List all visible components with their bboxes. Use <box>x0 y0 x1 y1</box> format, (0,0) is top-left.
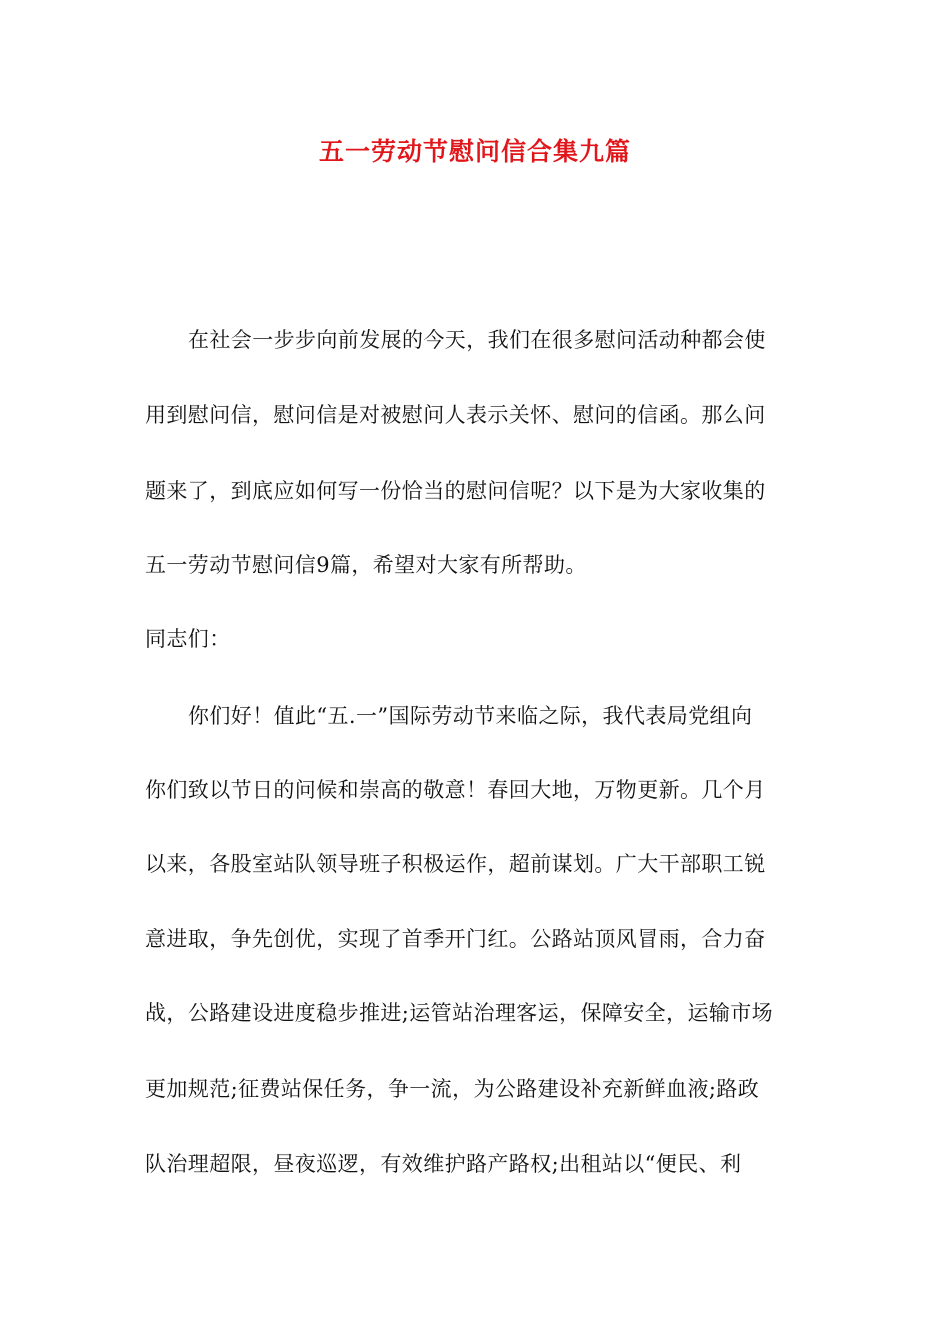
salutation: 同志们： <box>145 627 231 651</box>
letter-line-4: 意进取，争先创优，实现了首季开门红。公路站顶风冒雨，合力奋 <box>145 927 766 951</box>
letter-line-1: 你们好！值此“五.一”国际劳动节来临之际，我代表局党组向 <box>188 704 753 728</box>
document-title: 五一劳动节慰问信合集九篇 <box>318 137 631 166</box>
letter-line-7: 队治理超限，昼夜巡逻，有效维护路产路权;出租站以“便民、利 <box>145 1152 742 1176</box>
intro-line-3: 题来了，到底应如何写一份恰当的慰问信呢？以下是为大家收集的 <box>145 479 766 503</box>
intro-line-1: 在社会一步步向前发展的今天，我们在很多慰问活动种都会使 <box>188 328 766 352</box>
intro-line-4: 五一劳动节慰问信9篇，希望对大家有所帮助。 <box>145 553 587 577</box>
letter-line-2: 你们致以节日的问候和崇高的敬意！春回大地，万物更新。几个月 <box>145 778 766 802</box>
intro-line-2: 用到慰问信，慰问信是对被慰问人表示关怀、慰问的信函。那么问 <box>145 403 766 427</box>
letter-line-6: 更加规范;征费站保任务，争一流，为公路建设补充新鲜血液;路政 <box>145 1077 760 1101</box>
letter-line-3: 以来，各股室站队领导班子积极运作，超前谋划。广大干部职工锐 <box>145 852 766 876</box>
letter-line-5: 战，公路建设进度稳步推进;运管站治理客运，保障安全，运输市场 <box>145 1001 774 1025</box>
